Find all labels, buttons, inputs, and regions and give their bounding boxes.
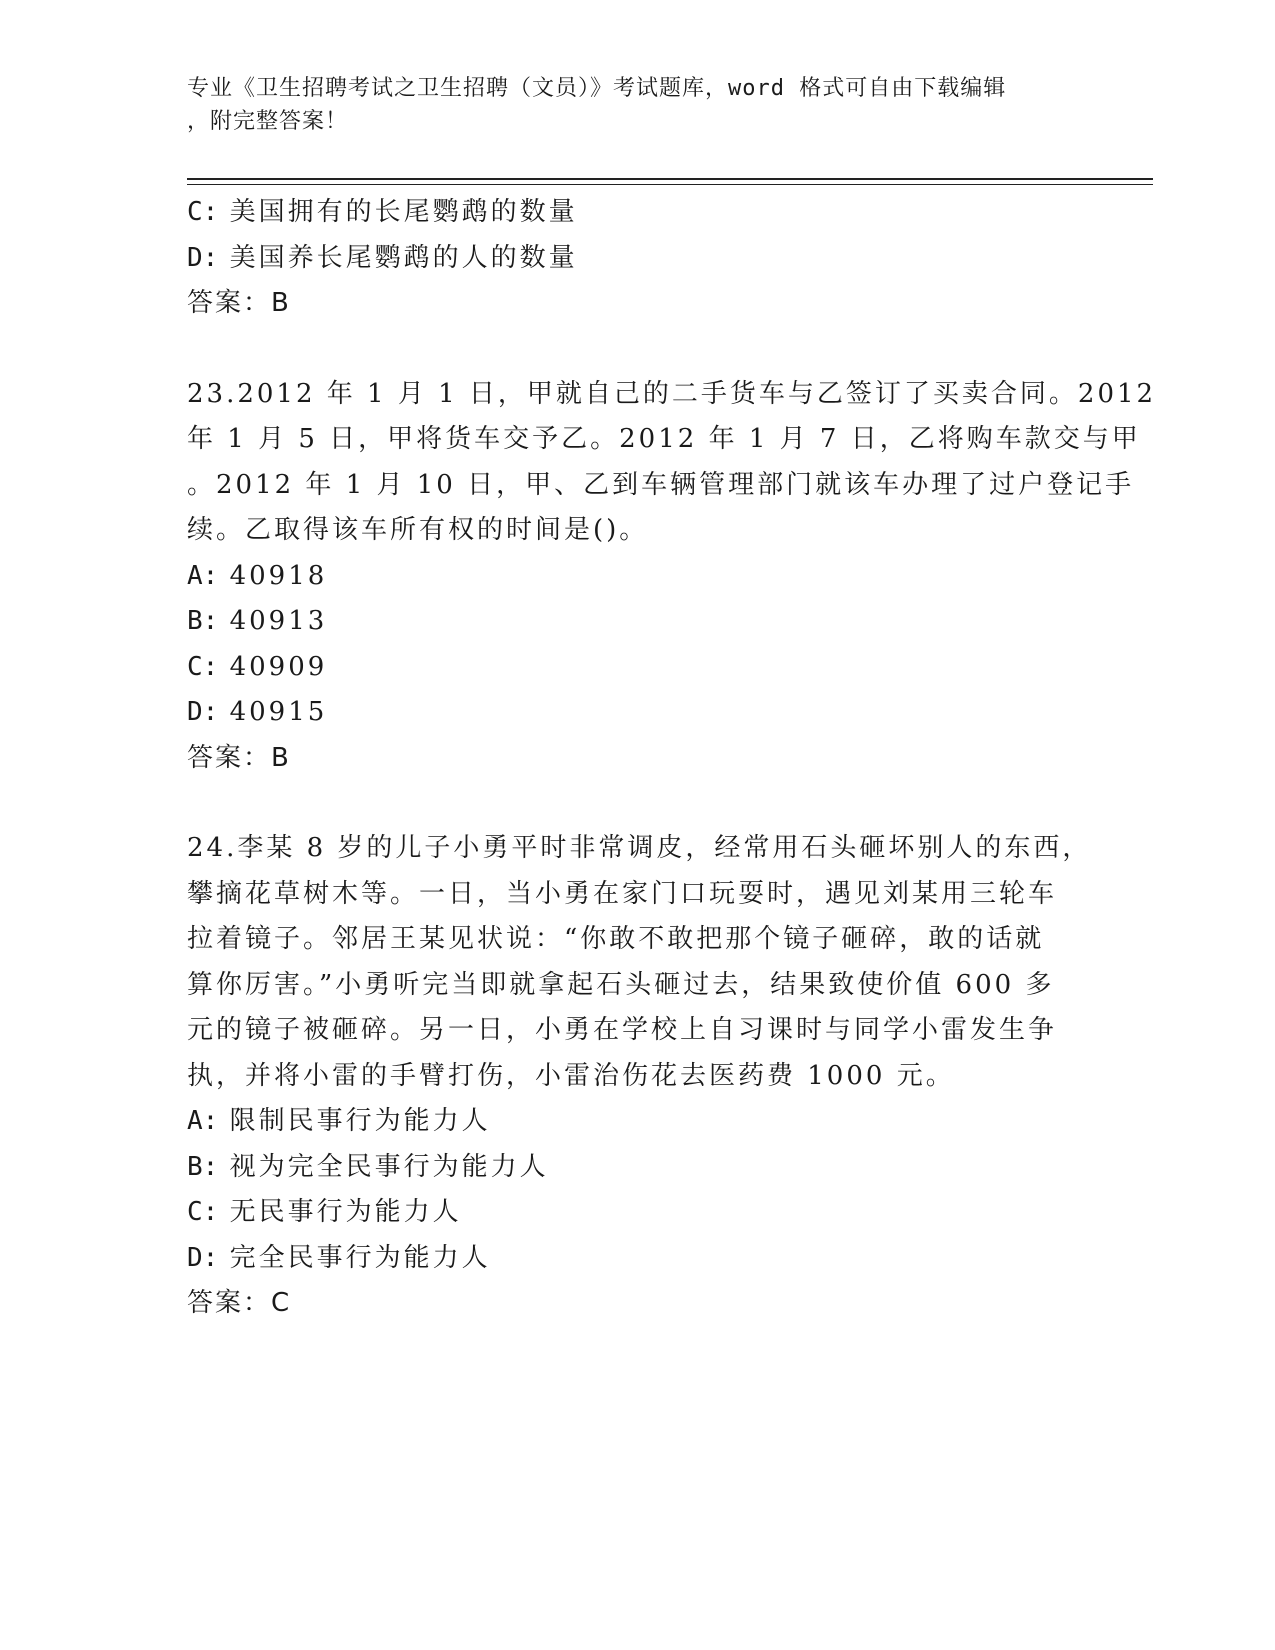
option-c: C: 美国拥有的长尾鹦鹉的数量 [187, 197, 578, 227]
answer-line: 答案：C [187, 1288, 292, 1318]
option-c: C: 无民事行为能力人 [187, 1197, 462, 1227]
question-23 [187, 372, 1157, 782]
option-d: D: 完全民事行为能力人 [187, 1242, 491, 1273]
answer-line: 答案：B [187, 288, 291, 318]
continued-question [187, 190, 1087, 327]
question-stem: 23.2012 年 1 月 1 日，甲就自己的二手货车与乙签订了买卖合同。2012 年 1 月 5 日，甲将货车交予乙。2012 年 1 月 7 日，乙将购车款交与甲 。2012 年 1 月 10 日，甲、乙到车辆管理部门就该车办理了过户登记手 续。乙取得该车所有权的时间是()。 [187, 378, 1157, 545]
document-body [187, 190, 1157, 1327]
option-a: A: 40918 [187, 560, 328, 591]
option-b: B: 视为完全民事行为能力人 [187, 1151, 549, 1182]
question-24 [187, 826, 1092, 1327]
option-d: D: 美国养长尾鹦鹉的人的数量 [187, 242, 578, 273]
answer-line: 答案：B [187, 742, 291, 773]
header-rule-thin [187, 184, 1153, 185]
option-b: B: 40913 [187, 606, 328, 636]
question-stem: 24.李某 8 岁的儿子小勇平时非常调皮，经常用石头砸坏别人的东西， 攀摘花草树木等。一日，当小勇在家门口玩耍时，遇见刘某用三轮车 拉着镜子。邻居王某见状说：“你敢不敢把那个镜子砸碎，敢的话就 算你厉害。”小勇听完当即就拿起石头砸过去，结果致使价值 600 多 元的镜子被砸碎。另一日，小勇在学校上自习课时与同学小雷发生争 执，并将小雷的手臂打伤，小雷治伤花去医药费 1000 元。 [187, 833, 1092, 1091]
document-header [187, 72, 1067, 138]
option-a: A: 限制民事行为能力人 [187, 1106, 491, 1136]
option-d: D: 40915 [187, 697, 328, 727]
header-rule-thick [187, 178, 1153, 180]
header-line-2: ，附完整答案！ [187, 109, 349, 134]
option-c: C: 40909 [187, 651, 328, 682]
header-line-1: 专业《卫生招聘考试之卫生招聘（文员）》考试题库，word 格式可自由下载编辑 [187, 76, 1007, 101]
